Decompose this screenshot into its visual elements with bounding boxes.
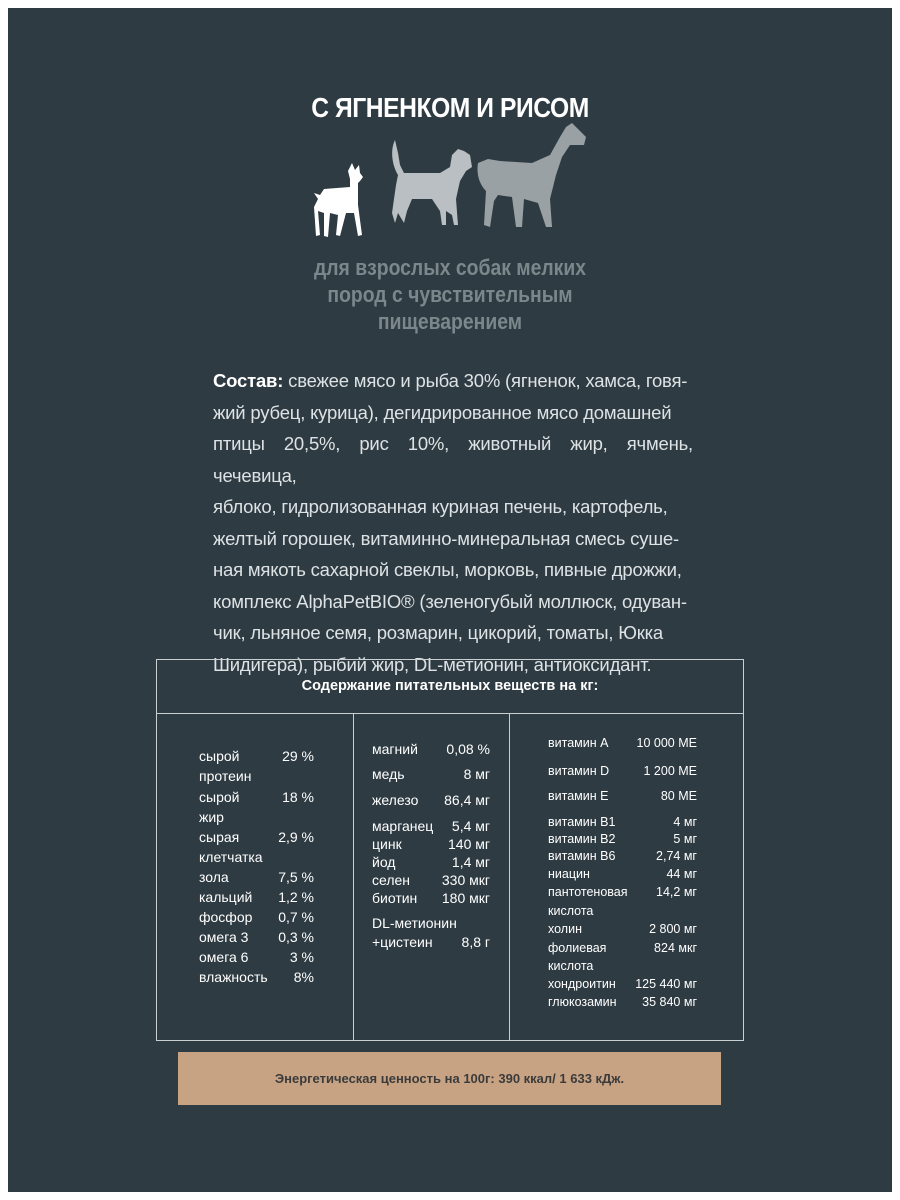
nutrient-row	[548, 941, 697, 957]
nutrient-row	[199, 748, 314, 764]
nutrient-row	[199, 849, 314, 865]
nutrient-row	[548, 849, 697, 865]
composition-line: Шидигера), рыбий жир, DL-метионин, антиоксидант.	[213, 653, 652, 675]
nutrient-name: витамин А	[548, 736, 609, 750]
nutrient-row	[372, 915, 490, 931]
nutrient-row	[199, 829, 314, 845]
nutrient-row	[199, 889, 314, 905]
nutrient-name: протеин	[199, 768, 252, 784]
composition-text	[213, 365, 693, 680]
nutrient-value: 8 мг	[463, 766, 490, 782]
nutrient-value: 14,2 мг	[656, 885, 697, 899]
nutrient-name: биотин	[372, 890, 418, 906]
nutrient-row	[372, 872, 490, 888]
nutrient-row	[199, 909, 314, 925]
large-dog-icon	[477, 123, 586, 227]
nutrient-value: 330 мкг	[441, 872, 490, 888]
nutrient-name: железо	[372, 792, 419, 808]
nutrient-name: пантотеновая	[548, 885, 628, 899]
nutrient-value: 8,8 г	[461, 934, 490, 950]
nutrient-value: 18 %	[282, 789, 314, 805]
nutrient-name: жир	[199, 809, 224, 825]
dog-sizes-illustration	[300, 115, 600, 245]
nutrient-value: 1,4 мг	[451, 854, 490, 870]
nutrient-value: 1,2 %	[278, 889, 314, 905]
nutrient-value: 5,4 мг	[451, 818, 490, 834]
nutrient-name: сырой	[199, 789, 240, 805]
nutrient-value: 1 200 МЕ	[643, 764, 697, 778]
nutrient-value: 7,5 %	[278, 869, 314, 885]
column-divider	[353, 714, 354, 1040]
nutrient-row	[199, 789, 314, 805]
composition-line: ная мякоть сахарной свеклы, морковь, пивные дрожжи,	[213, 559, 682, 580]
nutrient-value: 0,7 %	[278, 909, 314, 925]
nutrients-table	[156, 659, 744, 1041]
nutrient-name: влажность	[199, 969, 268, 985]
nutrient-name: клетчатка	[199, 849, 263, 865]
nutrient-value: 4 мг	[673, 815, 697, 829]
nutrient-name: глюкозамин	[548, 995, 617, 1009]
composition-line: жий рубец, курица), дегидрированное мясо домашней	[213, 401, 672, 423]
composition-line: птицы 20,5%, рис 10%, животный жир, ячмень, чечевица,	[213, 433, 693, 486]
nutrient-row	[372, 792, 490, 808]
nutrient-value: 140 мг	[448, 836, 490, 852]
nutrient-value: 125 440 мг	[635, 977, 697, 991]
composition-label: Состав:	[213, 370, 284, 391]
nutrient-name: селен	[372, 872, 411, 888]
subtitle-line: для взрослых собак мелких	[313, 255, 587, 280]
nutrient-value: 2,74 мг	[656, 849, 697, 863]
nutrient-row	[548, 995, 697, 1011]
composition-line: комплекс AlphaPetBIO® (зеленогубый моллюск, одуван-	[213, 590, 687, 612]
nutrient-name: сырой	[199, 748, 240, 764]
nutrient-name: кислота	[548, 904, 594, 918]
product-title: С ЯГНЕНКОМ И РИСОМ	[311, 92, 589, 123]
nutrient-name: витамин В1	[548, 815, 616, 829]
nutrient-name: холин	[548, 922, 582, 936]
nutrient-name: зола	[199, 869, 229, 885]
nutrient-row	[199, 809, 314, 825]
composition-line: чик, льняное семя, розмарин, цикорий, томаты, Юкка	[213, 622, 664, 643]
energy-value-banner: Энергетическая ценность на 100г: 390 ккал/ 1 633 кДж.	[178, 1052, 721, 1105]
column-divider	[509, 714, 510, 1040]
nutrient-value: 3 %	[289, 949, 314, 965]
composition-line: желтый горошек, витаминно-минеральная смесь суше-	[213, 527, 679, 549]
nutrient-row	[548, 867, 697, 883]
nutrient-row	[372, 890, 490, 906]
nutrient-value: 5 мг	[673, 832, 697, 846]
nutrient-row	[372, 741, 490, 757]
nutrient-name: витамин D	[548, 764, 610, 778]
nutrient-name: йод	[372, 854, 396, 870]
nutrient-name: витамин В2	[548, 832, 616, 846]
nutrient-name: витамин Е	[548, 789, 609, 803]
nutrient-row	[548, 977, 697, 993]
nutrient-value: 29 %	[282, 748, 314, 764]
nutrient-value: 2 800 мг	[649, 922, 697, 936]
composition-line	[213, 365, 693, 397]
nutrient-row	[372, 818, 490, 834]
nutrient-row	[548, 736, 697, 752]
composition-line: яблоко, гидролизованная куриная печень, картофель,	[213, 496, 668, 517]
nutrient-row	[372, 934, 490, 950]
nutrient-name: марганец	[372, 818, 434, 834]
nutrient-row	[372, 854, 490, 870]
nutrient-name: хондроитин	[548, 977, 616, 991]
nutrient-row	[199, 869, 314, 885]
nutrient-row	[199, 929, 314, 945]
subtitle-line: пород с чувствительным	[327, 282, 573, 307]
nutrient-row	[199, 949, 314, 965]
nutrient-name: кислота	[548, 959, 594, 973]
nutrient-value: 10 000 МЕ	[636, 736, 697, 750]
nutrient-row	[372, 836, 490, 852]
nutrient-value: 44 мг	[666, 867, 697, 881]
small-dog-icon	[314, 163, 363, 237]
nutrient-name: медь	[372, 766, 405, 782]
nutrient-value: 80 МЕ	[660, 789, 697, 803]
nutrient-name: магний	[372, 741, 418, 757]
composition-line-text: свежее мясо и рыба 30% (ягненок, хамса, говя-	[288, 370, 688, 391]
nutrient-name: ниацин	[548, 867, 590, 881]
nutrient-row	[548, 764, 697, 780]
nutrient-name: омега 6	[199, 949, 249, 965]
nutrient-name: кальций	[199, 889, 253, 905]
nutrient-value: 2,9 %	[278, 829, 314, 845]
nutrient-name: цинк	[372, 836, 402, 852]
nutrient-row	[548, 832, 697, 848]
nutrient-value: 0,3 %	[278, 929, 314, 945]
nutrient-row	[548, 922, 697, 938]
nutrient-row	[548, 789, 697, 805]
nutrient-name: фолиевая	[548, 941, 607, 955]
nutrient-value: 824 мкг	[654, 941, 697, 955]
nutrient-name: DL-метионин	[372, 915, 457, 931]
nutrient-name: фосфор	[199, 909, 253, 925]
nutrient-value: 180 мкг	[441, 890, 490, 906]
nutrient-value: 0,08 %	[446, 741, 490, 757]
nutrient-row	[199, 969, 314, 985]
nutrient-name: витамин В6	[548, 849, 616, 863]
medium-dog-icon	[392, 140, 472, 225]
product-subtitle	[54, 254, 846, 335]
nutrient-row	[372, 766, 490, 782]
subtitle-line: пищеварением	[377, 309, 523, 334]
nutrient-value: 35 840 мг	[642, 995, 697, 1009]
nutrient-row	[548, 904, 697, 920]
nutrients-table-header: Содержание питательных веществ на кг:	[157, 660, 743, 714]
nutrient-value: 86,4 мг	[444, 792, 490, 808]
nutrient-value: 8%	[293, 969, 314, 985]
nutrient-row	[548, 959, 697, 975]
nutrient-name: сырая	[199, 829, 240, 845]
nutrient-name: +цистеин	[372, 934, 433, 950]
nutrient-name: омега 3	[199, 929, 249, 945]
nutrient-row	[199, 768, 314, 784]
nutrient-row	[548, 885, 697, 901]
nutrient-row	[548, 815, 697, 831]
